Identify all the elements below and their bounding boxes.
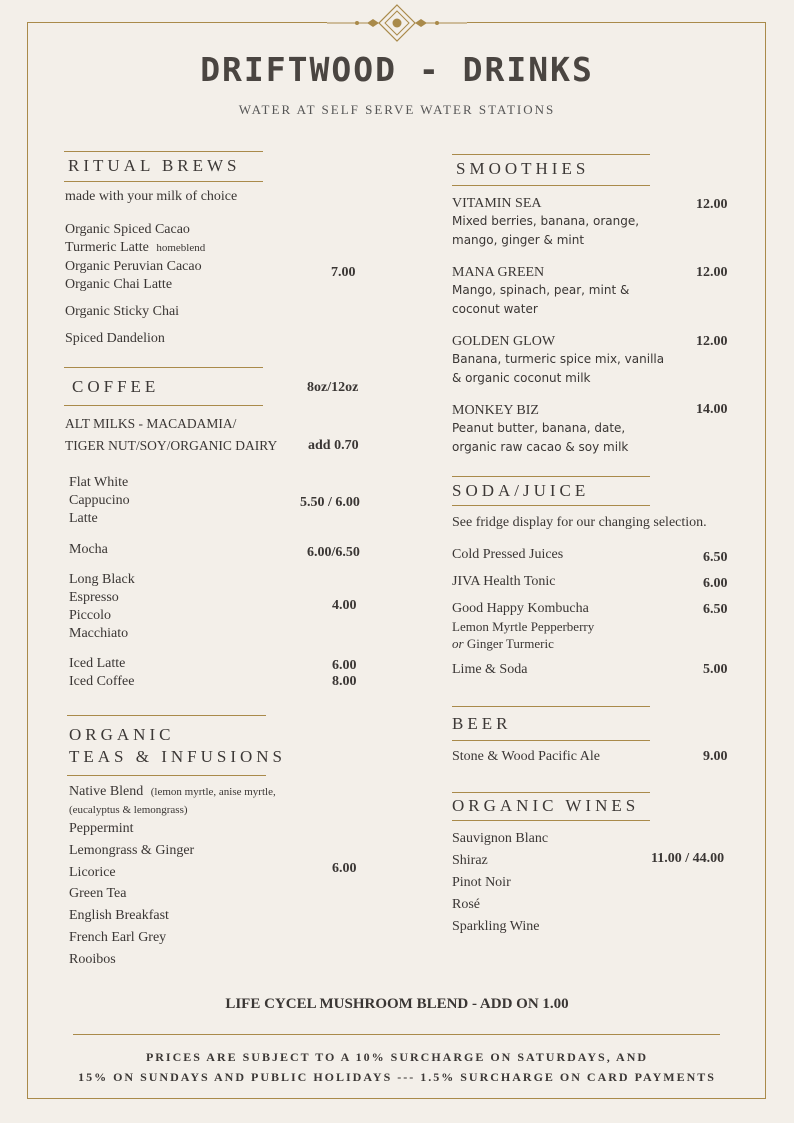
menu-item: Mocha: [69, 542, 108, 557]
section-title-teas: TEAS & INFUSIONS: [69, 747, 287, 766]
surcharge-notice: 15% ON SUNDAYS AND PUBLIC HOLIDAYS --- 1.5% SURCHARGE ON CARD PAYMENTS: [78, 1070, 716, 1084]
menu-price: add 0.70: [308, 438, 359, 453]
menu-price: 6.00: [703, 576, 728, 591]
menu-item: Long Black: [69, 572, 135, 587]
menu-price: 5.00: [703, 662, 728, 677]
menu-item: Pinot Noir: [452, 875, 511, 890]
menu-item: Peppermint: [69, 821, 134, 836]
menu-price: 6.00: [332, 658, 357, 673]
menu-item: Sparkling Wine: [452, 919, 540, 934]
menu-item: MONKEY BIZ: [452, 403, 539, 418]
section-title-ritual-brews: RITUAL BREWS: [68, 156, 241, 175]
section-title-organic: ORGANIC: [69, 725, 175, 744]
menu-item: Espresso: [69, 590, 119, 605]
menu-item: Lime & Soda: [452, 662, 528, 677]
menu-price: 5.50 / 6.00: [300, 495, 360, 510]
menu-price: 6.50: [703, 550, 728, 565]
menu-item: Good Happy Kombucha: [452, 601, 589, 616]
menu-item: Organic Sticky Chai: [65, 304, 180, 319]
menu-item: [65, 240, 205, 256]
section-rule: [452, 476, 650, 477]
page-subtitle: WATER AT SELF SERVE WATER STATIONS: [238, 102, 556, 117]
menu-item: English Breakfast: [69, 908, 169, 923]
menu-item: Rosé: [452, 897, 480, 912]
menu-item: Iced Coffee: [69, 674, 135, 689]
menu-item: Shiraz: [452, 853, 488, 868]
section-title-smoothies: SMOOTHIES: [456, 159, 590, 178]
menu-price: 12.00: [696, 334, 728, 349]
menu-item-description: Mixed berries, banana, orange,: [452, 214, 640, 228]
menu-item: Green Tea: [69, 886, 127, 901]
kombucha-flavour: Lemon Myrtle Pepperberry: [452, 619, 595, 634]
menu-item: French Earl Grey: [69, 930, 167, 945]
native-blend-note: (eucalyptus & lemongrass): [69, 804, 188, 816]
menu-item: MANA GREEN: [452, 265, 545, 280]
soda-note: See fridge display for our changing selection.: [452, 515, 707, 530]
coffee-size-label: 8oz/12oz: [307, 380, 359, 395]
section-rule: [452, 820, 650, 821]
mushroom-add-on: LIFE CYCEL MUSHROOM BLEND - ADD ON 1.00: [225, 996, 569, 1012]
menu-item-description: organic raw cacao & soy milk: [452, 440, 629, 454]
menu-item: GOLDEN GLOW: [452, 334, 556, 349]
menu-price: 9.00: [703, 749, 728, 764]
section-rule: [64, 181, 263, 182]
section-rule: [64, 367, 263, 368]
menu-item: Cappucino: [69, 493, 130, 508]
menu-price: 6.00: [332, 861, 357, 876]
menu-item: Piccolo: [69, 608, 111, 623]
surcharge-notice: PRICES ARE SUBJECT TO A 10% SURCHARGE ON SATURDAYS, AND: [145, 1050, 649, 1064]
menu-price: 12.00: [696, 197, 728, 212]
menu-item: Organic Chai Latte: [65, 277, 173, 292]
menu-price: 11.00 / 44.00: [651, 851, 725, 866]
section-title-organic-wines: ORGANIC WINES: [452, 796, 640, 815]
section-rule: [67, 715, 266, 716]
menu-item-description: Banana, turmeric spice mix, vanilla: [452, 352, 665, 366]
menu-item: VITAMIN SEA: [452, 196, 542, 211]
menu-item-description: mango, ginger & mint: [452, 233, 585, 247]
menu-item: [69, 784, 276, 800]
section-rule: [67, 775, 266, 776]
menu-item: Sauvignon Blanc: [452, 831, 549, 846]
menu-item: Stone & Wood Pacific Ale: [452, 749, 600, 764]
section-title-coffee: COFFEE: [72, 377, 160, 396]
menu-price: 14.00: [696, 402, 728, 417]
section-rule: [452, 185, 650, 186]
diamond-ornament-icon: [327, 3, 467, 43]
menu-price: 8.00: [332, 674, 357, 689]
menu-item: Organic Peruvian Cacao: [65, 259, 202, 274]
menu-item-label: Native Blend: [69, 784, 144, 799]
menu-item: JIVA Health Tonic: [452, 574, 556, 589]
menu-item-description: Peanut butter, banana, date,: [452, 421, 626, 435]
menu-item: Lemongrass & Ginger: [69, 843, 195, 858]
menu-price: 6.50: [703, 602, 728, 617]
native-blend-note: (lemon myrtle, anise myrtle,: [150, 786, 276, 798]
section-rule: [452, 505, 650, 506]
menu-item-description: & organic coconut milk: [452, 371, 591, 385]
menu-item-description: coconut water: [452, 302, 538, 316]
menu-item: Licorice: [69, 865, 116, 880]
alt-milks-line: ALT MILKS - MACADAMIA/: [65, 416, 237, 431]
section-rule: [64, 405, 263, 406]
menu-item: Cold Pressed Juices: [452, 547, 564, 562]
menu-item: Organic Spiced Cacao: [65, 222, 190, 237]
menu-item: Latte: [69, 511, 98, 526]
section-title-soda-juice: SODA/JUICE: [452, 481, 590, 500]
menu-price: 4.00: [332, 598, 357, 613]
menu-price: 12.00: [696, 265, 728, 280]
homeblend-note: homeblend: [156, 242, 206, 254]
menu-item-description: Mango, spinach, pear, mint &: [452, 283, 630, 297]
or-label: or: [452, 636, 464, 651]
section-title-beer: BEER: [452, 714, 512, 733]
menu-item: Flat White: [69, 475, 129, 490]
alt-milks-line: TIGER NUT/SOY/ORGANIC DAIRY: [65, 438, 278, 453]
section-rule: [64, 151, 263, 152]
menu-item: Spiced Dandelion: [65, 331, 165, 346]
page-title: DRIFTWOOD - DRINKS: [200, 50, 594, 89]
menu-price: 7.00: [331, 265, 356, 280]
ritual-note: made with your milk of choice: [65, 189, 238, 204]
menu-item: Iced Latte: [69, 656, 126, 671]
kombucha-flavour: [452, 636, 554, 652]
section-rule: [452, 706, 650, 707]
menu-item-label: Turmeric Latte: [65, 240, 149, 255]
menu-item: Macchiato: [69, 626, 129, 641]
section-rule: [452, 792, 650, 793]
section-rule: [452, 740, 650, 741]
menu-item: Rooibos: [69, 952, 116, 967]
section-rule: [452, 154, 650, 155]
menu-price: 6.00/6.50: [307, 545, 360, 560]
kombucha-flavour-label: Ginger Turmeric: [466, 636, 554, 651]
footer-rule: [73, 1034, 720, 1035]
